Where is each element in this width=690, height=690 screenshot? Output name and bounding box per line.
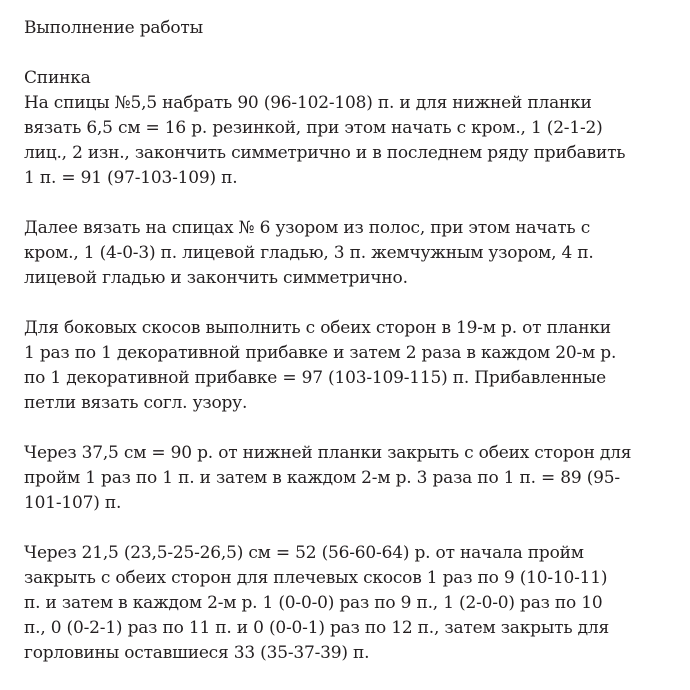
paragraph-cast-on: На спицы №5,5 набрать 90 (96-102-108) п. и для нижней планки вязать 6,5 см = 16 р. резинкой, при этом начать с кром., 1 (2-1-2) лиц., 2 изн., закончить симметрично и в последнем ряду прибавить 1 п. = 91 (97-103-109) п.: [24, 93, 626, 188]
paragraph-stripe-pattern: Далее вязать на спицах № 6 узором из полос, при этом начать с кром., 1 (4-0-3) п. лицевой гладью, 3 п. жемчужным узором, 4 п. лицевой гладью и закончить симметрично.: [24, 218, 594, 288]
spacer: [24, 41, 676, 66]
page-title: Выполнение работы: [24, 18, 203, 38]
paragraph-side-shaping: Для боковых скосов выполнить с обеих сторон в 19-м р. от планки 1 раз по 1 декоративной прибавке и затем 2 раза в каждом 20-м р. по 1 декоративной прибавке = 97 (103-109-115) п. Прибавленные петли вязать согл. узору.: [24, 318, 617, 413]
paragraph-shoulders: Через 21,5 (23,5-25-26,5) см = 52 (56-60-64) р. от начала пройм закрыть с обеих сторон для плечевых скосов 1 раз по 9 (10-10-11) п. и затем в каждом 2-м р. 1 (0-0-0) раз по 9 п., 1 (2-0-0) раз по 10 п., 0 (0-2-1) раз по 11 п. и 0 (0-0-1) раз по 12 п., затем закрыть для горловины оставшиеся 33 (35-37-39) п.: [24, 543, 610, 663]
paragraph-armholes: Через 37,5 см = 90 р. от нижней планки закрыть с обеих сторон для пройм 1 раз по 1 п. и затем в каждом 2-м р. 3 раза по 1 п. = 89 (95- 101-107) п.: [24, 443, 632, 513]
document-page: [24, 16, 676, 666]
section-title: Спинка: [24, 68, 91, 88]
